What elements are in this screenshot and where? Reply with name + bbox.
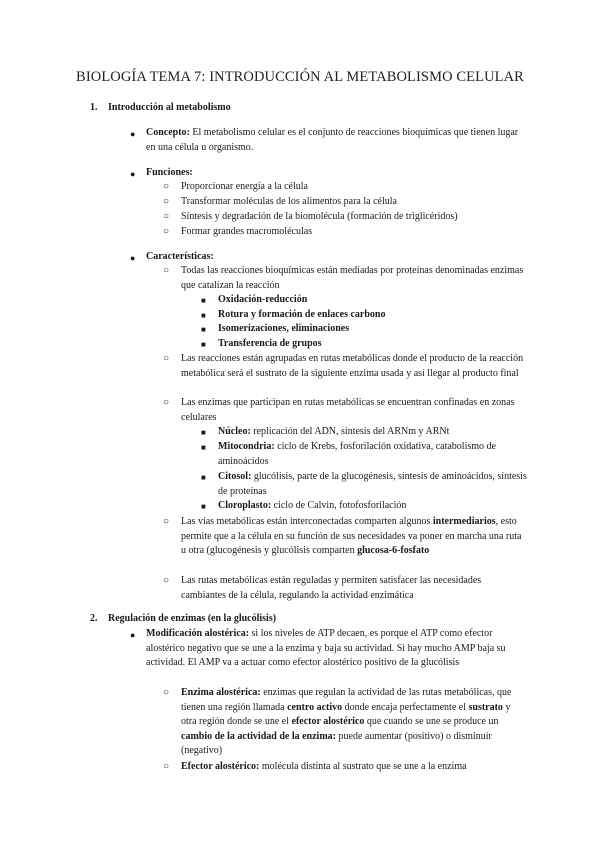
square-bullet-icon: ■	[201, 473, 206, 482]
reaction-type: Rotura y formación de enlaces carbono	[218, 309, 386, 320]
bullet-icon: ●	[130, 169, 136, 179]
bullet-icon: ●	[130, 129, 136, 139]
text-run: que cuando se une se produce un	[364, 716, 499, 728]
circle-bullet-icon: ○	[163, 265, 170, 276]
square-bullet-icon: ■	[201, 340, 206, 349]
caracteristicas-item: Las reacciones están agrupadas en rutas metabólicas donde el producto de la reacción metabólica será el sustrato de la siguiente enzima usada y así llegar al producto final	[181, 353, 524, 379]
modificacion-label: Modificación alostérica:	[146, 628, 250, 639]
text-run: puede aumentar (positivo) o disminuir (negativo)	[181, 730, 492, 757]
bold-term: sustrato	[468, 701, 503, 713]
section-1-heading	[90, 101, 231, 116]
circle-bullet-icon: ○	[163, 761, 170, 772]
funciones-item: Formar grandes macromoléculas	[181, 226, 313, 237]
square-bullet-icon: ■	[201, 325, 206, 334]
caracteristicas-label-text: Características:	[146, 251, 214, 262]
funciones-item: Síntesis y degradación de la biomolécula (formación de triglicéridos)	[181, 211, 458, 222]
section-label: Introducción al metabolismo	[108, 102, 231, 113]
bullet-icon: ●	[130, 630, 136, 640]
cell-zone-item	[218, 425, 528, 440]
zone-text: replicación del ADN, síntesis del ARNm y ARNt	[250, 426, 450, 437]
zone-text: ciclo de Calvin, fotofosforilación	[271, 500, 407, 511]
section-label: Regulación de enzimas (en la glucólisis)	[108, 613, 277, 624]
efector-text: molécula distinta al sustrato que se une a la enzima	[259, 761, 467, 772]
document-title: BIOLOGÍA TEMA 7: INTRODUCCIÓN AL METABOLISMO CELULAR	[76, 69, 524, 85]
funciones-label	[146, 166, 526, 181]
cell-zone-item	[218, 499, 528, 514]
bold-term: intermediarios	[432, 516, 496, 527]
modificacion-text: si los niveles de ATP decaen, es porque el ATP como efector alostérico negativo que se une a la enzima y baja su actividad. Si hay mucho AMP baja su actividad. El AMP va a actuar como efector alostérico positivo de la glucólisis	[146, 628, 506, 669]
efector-label: Efector alostérico:	[181, 761, 260, 772]
zone-label: Mitocondria:	[218, 441, 275, 452]
text-run: Las vías metabólicas están interconectadas comparten algunos	[181, 516, 433, 527]
square-bullet-icon: ■	[201, 443, 206, 452]
square-bullet-icon: ■	[201, 311, 206, 320]
zone-label: Cloroplasto:	[218, 500, 272, 511]
section-number: 2.	[90, 613, 98, 624]
caracteristicas-item: Las enzimas que participan en rutas metabólicas se encuentran confinadas en zonas celulares	[181, 397, 515, 423]
circle-bullet-icon: ○	[163, 516, 170, 527]
enzima-alosterica-item	[181, 686, 516, 759]
text-run: y otra región donde se une el	[181, 701, 511, 728]
section-number: 1.	[90, 102, 98, 113]
square-bullet-icon: ■	[201, 428, 206, 437]
bold-term: centro activo	[287, 701, 343, 713]
modificacion-item	[146, 627, 522, 671]
circle-bullet-icon: ○	[163, 211, 170, 222]
bold-term: cambio de la actividad de la enzima:	[181, 730, 336, 742]
reaction-type: Transferencia de grupos	[218, 338, 322, 349]
caracteristicas-item: Todas las reacciones bioquímicas están mediadas por proteínas denominadas enzimas que catalizan la reacción	[181, 265, 524, 291]
text-run: enzimas que regulan la actividad de las rutas metabólicas, que tienen una región llamada	[181, 687, 512, 713]
square-bullet-icon: ■	[201, 296, 206, 305]
reaction-type: Isomerizaciones, eliminaciones	[218, 323, 350, 334]
caracteristicas-item	[181, 515, 526, 559]
circle-bullet-icon: ○	[163, 226, 170, 237]
concepto-item	[146, 126, 526, 155]
cell-zone-item	[218, 440, 528, 469]
circle-bullet-icon: ○	[163, 397, 170, 408]
bold-term: efector alostérico	[291, 716, 365, 728]
text-run: donde encaja perfectamente el	[342, 701, 469, 713]
text-run: , esto permite que a la célula en su función de sus necesidades va poner en marcha una ruta u otra (glucogénesis y glucólisis comparten	[181, 516, 522, 557]
zone-text: glucólisis, parte de la glucogénesis, síntesis de aminoácidos, síntesis de proteínas	[218, 471, 527, 497]
caracteristicas-label	[146, 250, 526, 265]
cell-zone-item	[218, 470, 528, 499]
circle-bullet-icon: ○	[163, 687, 170, 698]
zone-label: Citosol:	[218, 471, 252, 482]
funciones-item: Proporcionar energía a la célula	[181, 181, 308, 192]
bullet-icon: ●	[130, 253, 136, 263]
concepto-label: Concepto:	[146, 127, 190, 138]
bold-term: glucosa-6-fosfato	[357, 545, 430, 557]
circle-bullet-icon: ○	[163, 196, 170, 207]
funciones-label-text: Funciones:	[146, 167, 193, 178]
circle-bullet-icon: ○	[163, 181, 170, 192]
funciones-item: Transformar moléculas de los alimentos para la célula	[181, 196, 397, 207]
concepto-text: El metabolismo celular es el conjunto de reacciones bioquímicas que tienen lugar en una célula u organismo.	[146, 127, 519, 153]
circle-bullet-icon: ○	[163, 575, 170, 586]
caracteristicas-item: Las rutas metabólicas están reguladas y permiten satisfacer las necesidades cambiantes de la célula, regulando la actividad enzimática	[181, 575, 482, 601]
section-2-heading	[90, 612, 276, 627]
enzima-label: Enzima alostérica:	[181, 687, 261, 698]
zone-text: ciclo de Krebs, fosforilación oxidativa, catabolismo de aminoácidos	[218, 441, 496, 467]
square-bullet-icon: ■	[201, 502, 206, 511]
circle-bullet-icon: ○	[163, 353, 170, 364]
reaction-type: Oxidación-reducción	[218, 294, 308, 305]
zone-label: Núcleo:	[218, 426, 251, 437]
efector-alosterico-item	[181, 760, 526, 775]
